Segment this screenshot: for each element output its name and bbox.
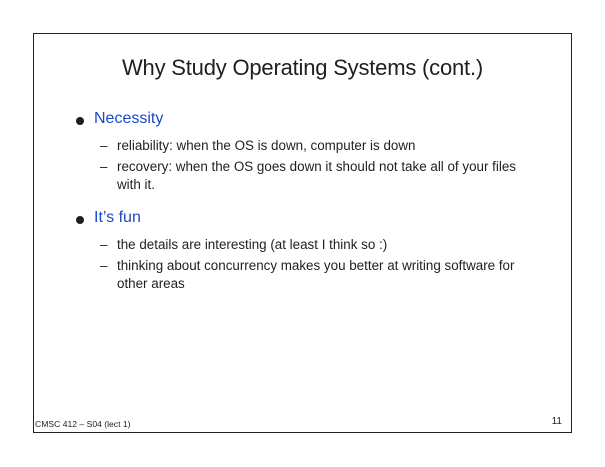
bullet-list xyxy=(62,109,542,307)
bullet-dot-icon xyxy=(76,216,84,224)
sub-item-text: the details are interesting (at least I think so :) xyxy=(117,237,388,252)
bullet-item-fun xyxy=(62,208,542,293)
bullet-dot-icon xyxy=(76,117,84,125)
footer-course-label: CMSC 412 – S04 (lect 1) xyxy=(35,419,131,429)
dash-icon: – xyxy=(100,258,108,273)
bullet-label: Necessity xyxy=(94,110,164,127)
sub-item xyxy=(100,257,542,293)
sub-item-text: thinking about concurrency makes you better at writing software for other areas xyxy=(117,258,515,291)
bullet-item-necessity xyxy=(62,109,542,194)
sub-item-text: reliability: when the OS is down, computer is down xyxy=(117,138,416,153)
sub-item-text: recovery: when the OS goes down it should not take all of your files with it. xyxy=(117,159,516,192)
sub-item xyxy=(100,158,542,194)
sub-list xyxy=(62,137,542,194)
bullet-label: It’s fun xyxy=(94,209,141,226)
sub-item xyxy=(100,236,542,254)
dash-icon: – xyxy=(100,159,108,174)
dash-icon: – xyxy=(100,237,108,252)
page-number: 11 xyxy=(551,416,562,427)
slide-title: Why Study Operating Systems (cont.) xyxy=(121,55,484,80)
sub-list xyxy=(62,236,542,293)
dash-icon: – xyxy=(100,138,108,153)
sub-item xyxy=(100,137,542,155)
